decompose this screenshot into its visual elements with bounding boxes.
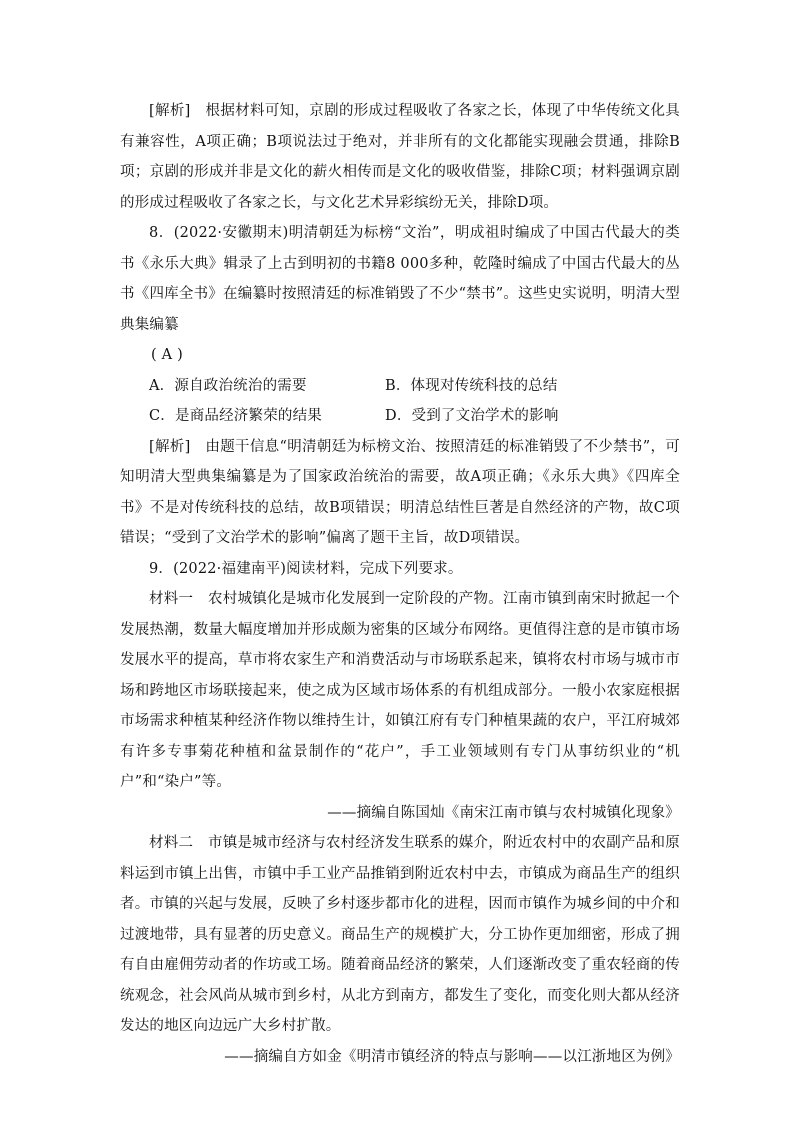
analysis-paragraph-q8 <box>120 432 680 554</box>
material-2-source: ——摘编自方如金《明清市镇经济的特点与影响——以江浙地区为例》 <box>224 1048 680 1065</box>
analysis-tag: [解析] <box>149 103 191 119</box>
options-row-1 <box>120 371 680 402</box>
analysis-text: 根据材料可知，京剧的形成过程吸收了各家之长，体现了中华传统文化具有兼容性，A项正确；B项说法过于绝对，并非所有的文化都能实现融会贯通，排除B项；京剧的形成并非是文化的薪火相传而是文化的吸收借鉴，排除C项；材料强调京剧的形成过程吸收了各家之长，与文化艺术异彩缤纷无关，排除D项。 <box>120 103 680 211</box>
material-1-source: ——摘编自陈国灿《南宋江南市镇与农村城镇化现象》 <box>327 804 680 821</box>
question-8-options <box>120 371 680 432</box>
question-8-answer: ( A ) <box>151 347 184 363</box>
analysis-text: 由题干信息“明清朝廷为标榜文治、按照清廷的标准销毁了不少禁书”，可知明清大型典集编纂是为了国家政治统治的需要，故A项正确；《永乐大典》《四库全书》不是对传统科技的总结，故B项错误；明清总结性巨著是自然经济的产物，故C项错误；“受到了文治学术的影响”偏离了题干主旨，故D项错误。 <box>120 438 680 546</box>
options-row-2 <box>120 401 680 432</box>
option-c: C．是商品经济繁荣的结果 <box>149 408 322 424</box>
material-1: 材料一 农村城镇化是城市化发展到一定阶段的产物。江南市镇到南宋时掀起一个发展热潮，数量大幅度增加并形成颇为密集的区域分布网络。更值得注意的是市镇市场发展水平的提高，草市将农家生产和消费活动与市场联系起来，镇将农村市场与城市市场和跨地区市场联接起来，使之成为区域市场体系的有机组成部分。一般小农家庭根据市场需求种植某种经济作物以维持生计，如镇江府有专门种植果蔬的农户，平江府城郊有许多专事菊花种植和盆景制作的“花户”，手工业领域则有专门从事纺织业的“机户”和“染户”等。 <box>120 591 680 790</box>
option-b: B．体现对传统科技的总结 <box>385 377 558 394</box>
material-2: 材料二 市镇是城市经济与农村经济发生联系的媒介，附近农村中的农副产品和原料运到市镇上出售，市镇中手工业产品推销到附近农村中去，市镇成为商品生产的组织者。市镇的兴起与发展，反映了乡村逐步都市化的进程，因而市镇作为城乡间的中介和过渡地带，具有显著的历史意义。商品生产的规模扩大，分工协作更加细密，形成了拥有自由雇佣劳动者的作坊或工场。随着商品经济的繁荣，人们逐渐改变了重农轻商的传统观念，社会风尚从城市到乡村，从北方到南方，都发生了变化，而变化则大都从经济发达的地区向边远广大乡村扩散。 <box>120 835 680 1034</box>
page-content <box>120 96 680 1072</box>
analysis-paragraph-q7 <box>120 96 680 218</box>
question-9-stem: 9．(2022·福建南平)阅读材料，完成下列要求。 <box>149 560 463 577</box>
question-8-text: 8．(2022·安徽期末)明清朝廷为标榜“文治”，明成祖时编成了中国古代最大的类书《永乐大典》辑录了上古到明初的书籍8 000多种，乾隆时编成了中国古代最大的丛书《四库全书》在编纂时按照清廷的标准销毁了不少“禁书”。这些史实说明，明清大型典集编纂 <box>120 225 680 333</box>
analysis-tag: [解析] <box>149 438 191 455</box>
option-a: A．源自政治统治的需要 <box>149 377 307 394</box>
option-d: D．受到了文治学术的影响 <box>385 408 559 424</box>
question-8-stem <box>120 218 680 371</box>
